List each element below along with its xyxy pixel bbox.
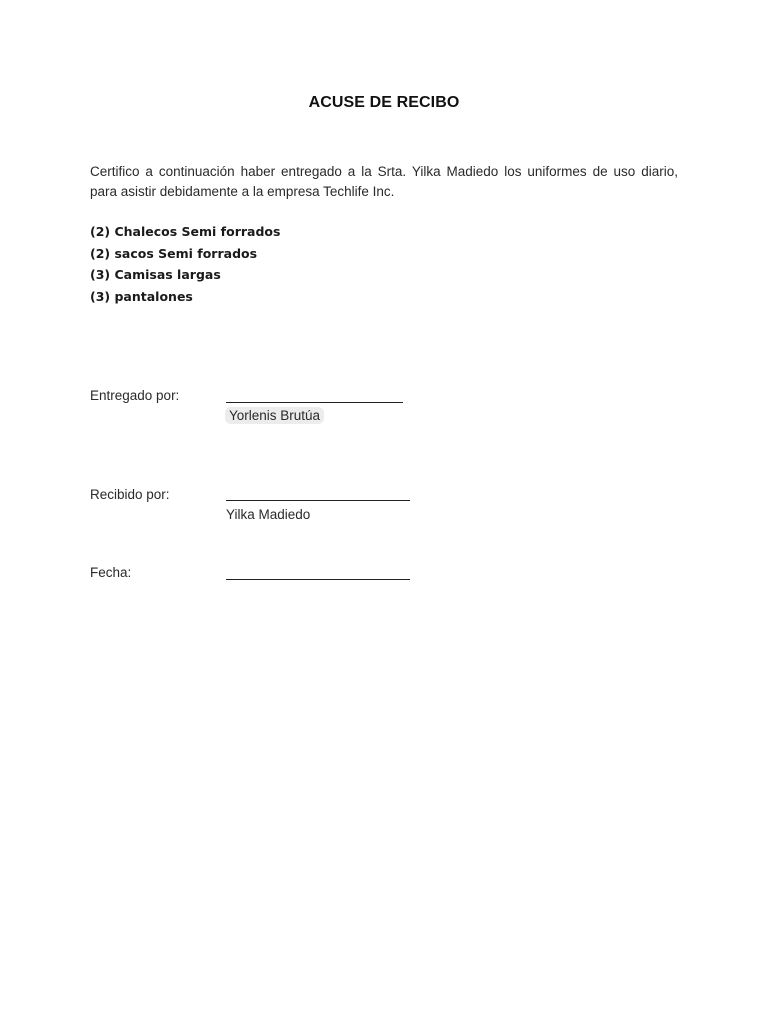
certification-paragraph — [90, 162, 678, 202]
date-label: Fecha: — [90, 565, 132, 580]
delivered-by-signature-line — [226, 402, 403, 403]
uniform-items-list — [90, 221, 280, 307]
list-item: (2) Chalecos Semi forrados — [90, 224, 281, 239]
received-by-signature-line — [226, 500, 410, 501]
delivered-by-name: Yorlenis Brutúa — [225, 407, 324, 424]
list-item: (3) Camisas largas — [90, 267, 221, 282]
date-signature-line — [226, 579, 410, 580]
delivered-by-label: Entregado por: — [90, 388, 180, 403]
received-by-name: Yilka Madiedo — [226, 507, 311, 522]
list-item: (2) sacos Semi forrados — [90, 245, 258, 261]
paragraph-line-1: Certifico a continuación haber entregado a la Srta. Yilka Madiedo los uniformes de uso diario, — [90, 164, 678, 179]
received-by-label: Recibido por: — [90, 487, 170, 502]
list-item: (3) pantalones — [90, 288, 193, 304]
paragraph-line-2: para asistir debidamente a la empresa Techlife Inc. — [90, 184, 395, 199]
document-title: ACUSE DE RECIBO — [308, 94, 460, 111]
